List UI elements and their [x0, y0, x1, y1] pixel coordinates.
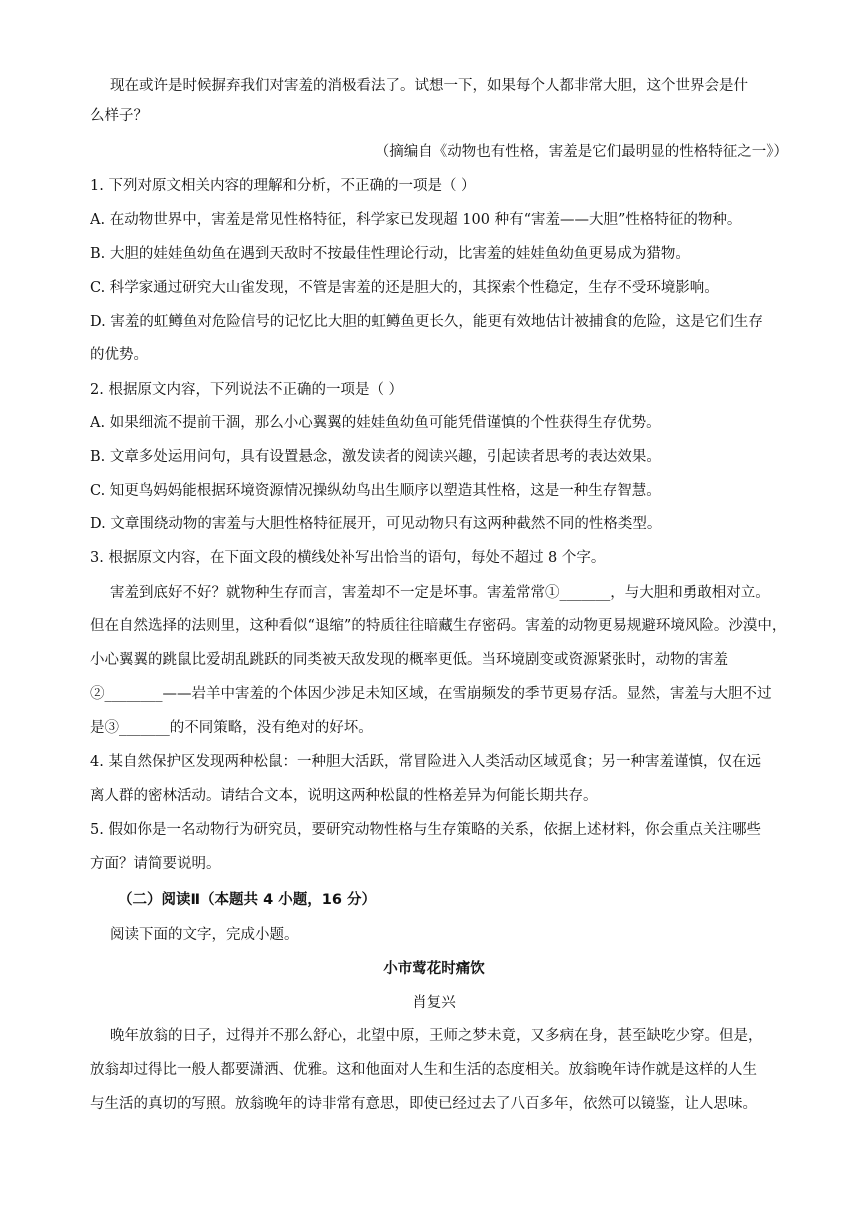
question-1-option-b: B. 大胆的娃娃鱼幼鱼在遇到天敌时不按最佳性理论行动，比害羞的娃娃鱼幼鱼更易成为猎物。: [90, 246, 690, 262]
section-heading: （二）阅读Ⅱ（本题共 4 小题，16 分）: [118, 892, 376, 908]
question-2-option-d: D. 文章围绕动物的害羞与大胆性格特征展开，可见动物只有这两种截然不同的性格类型。: [90, 516, 662, 532]
question-3-passage-line: 但在自然选择的法则里，这种看似“退缩”的特质往往暗藏生存密码。害羞的动物更易规避环境风险。沙漠中，: [90, 618, 787, 634]
question-1-stem: 1. 下列对原文相关内容的理解和分析，不正确的一项是（ ）: [90, 178, 476, 194]
article-author: 肖复兴: [412, 995, 456, 1011]
question-1-option-c: C. 科学家通过研究大山雀发现，不管是害羞的还是胆大的，其探索个性稳定，生存不受环境影响。: [90, 280, 719, 296]
question-3-stem: 3. 根据原文内容，在下面文段的横线处补写出恰当的语句，每处不超过 8 个字。: [90, 550, 606, 566]
passage-paragraph-line: 现在或许是时候摒弃我们对害羞的消极看法了。试想一下，如果每个人都非常大胆，这个世界会是什: [110, 78, 748, 94]
question-4-stem-cont: 离人群的密林活动。请结合文本，说明这两种松鼠的性格差异为何能长期共存。: [90, 788, 598, 804]
question-5-stem-cont: 方面？请简要说明。: [90, 856, 221, 872]
question-3-passage-line: ②________——岩羊中害羞的个体因少涉足未知区域，在雪崩频发的季节更易存活。显然，害羞与大胆不过: [90, 686, 772, 702]
article-paragraph-line: 晚年放翁的日子，过得并不那么舒心，北望中原，王师之梦未竟，又多病在身，甚至缺吃少穿。但是，: [110, 1028, 763, 1044]
question-5-stem: 5. 假如你是一名动物行为研究员，要研究动物性格与生存策略的关系，依据上述材料，你会重点关注哪些: [90, 822, 761, 838]
source-citation: （摘编自《动物也有性格，害羞是它们最明显的性格特征之一》）: [374, 144, 788, 160]
question-1-option-a: A. 在动物世界中，害羞是常见性格特征，科学家已发现超 100 种有“害羞——大胆”性格特征的物种。: [90, 212, 742, 228]
article-title: 小市莺花时痛饮: [383, 961, 485, 977]
question-3-passage-line: 小心翼翼的跳鼠比爱胡乱跳跃的同类被天敌发现的概率更低。当环境剧变或资源紧张时，动物的害羞: [90, 652, 728, 668]
question-2-option-b: B. 文章多处运用问句，具有设置悬念，激发读者的阅读兴趣，引起读者思考的表达效果。: [90, 449, 661, 465]
question-1-option-d: D. 害羞的虹鳟鱼对危险信号的记忆比大胆的虹鳟鱼更长久，能更有效地估计被捕食的危险，这是它们生存: [90, 314, 763, 330]
question-4-stem: 4. 某自然保护区发现两种松鼠：一种胆大活跃，常冒险进入人类活动区域觅食；另一种害羞谨慎，仅在远: [90, 754, 761, 770]
question-1-option-d-cont: 的优势。: [90, 347, 148, 363]
question-3-passage-line: 是③_______的不同策略，没有绝对的好坏。: [90, 720, 373, 736]
article-paragraph-line: 与生活的真切的写照。放翁晚年的诗非常有意思，即使已经过去了八百多年，依然可以镜鉴，让人思味。: [90, 1096, 757, 1112]
question-2-stem: 2. 根据原文内容，下列说法不正确的一项是（ ）: [90, 382, 404, 398]
question-3-passage-line: 害羞到底好不好？就物种生存而言，害羞却不一定是坏事。害羞常常①_______，与大胆和勇敢相对立。: [110, 585, 770, 601]
question-2-option-a: A. 如果细流不提前干涸，那么小心翼翼的娃娃鱼幼鱼可能凭借谨慎的个性获得生存优势。: [90, 415, 661, 431]
passage-paragraph-line: 么样子？: [90, 108, 148, 124]
section-instruction: 阅读下面的文字，完成小题。: [110, 927, 299, 943]
article-paragraph-line: 放翁却过得比一般人都要潇洒、优雅。这和他面对人生和生活的态度相关。放翁晚年诗作就是这样的人生: [90, 1062, 757, 1078]
question-2-option-c: C. 知更鸟妈妈能根据环境资源情况操纵幼鸟出生顺序以塑造其性格，这是一种生存智慧。: [90, 483, 661, 499]
